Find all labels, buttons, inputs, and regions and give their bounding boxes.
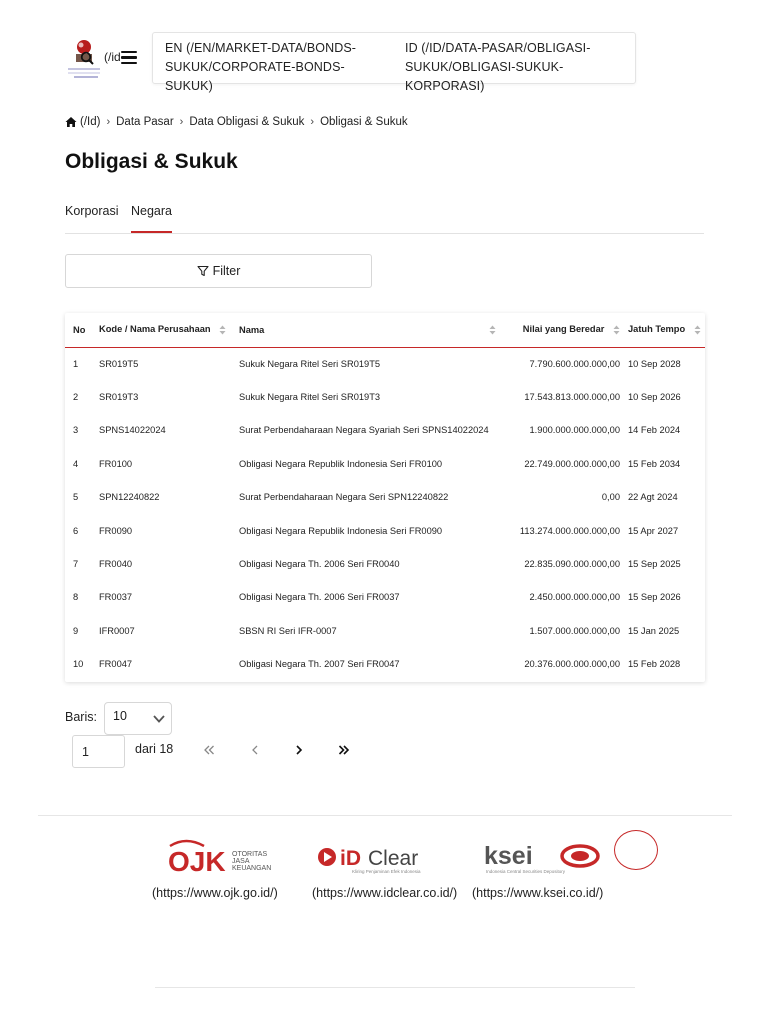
- search-icon[interactable]: [80, 51, 94, 65]
- table-row[interactable]: [65, 447, 705, 480]
- tab-korporasi[interactable]: Korporasi: [65, 204, 119, 218]
- sort-icon[interactable]: [489, 325, 496, 335]
- page-title: Obligasi & Sukuk: [65, 150, 238, 173]
- table-row[interactable]: [65, 614, 705, 647]
- cell-no: 3: [73, 425, 79, 436]
- svg-text:Indonesia Central Securities D: Indonesia Central Securities Depository: [486, 869, 566, 874]
- chevron-right-icon: ›: [106, 116, 111, 128]
- cell-nilai: 1.507.000.000.000,00: [529, 625, 620, 636]
- breadcrumb-item-data-obligasi-sukuk[interactable]: Data Obligasi & Sukuk: [189, 116, 305, 128]
- table-row[interactable]: [65, 380, 705, 413]
- column-header-nama[interactable]: Nama: [239, 313, 504, 347]
- cell-nama: Obligasi Negara Republik Indonesia Seri FR0100: [239, 458, 443, 469]
- cell-no: 9: [73, 625, 79, 636]
- idclear-link[interactable]: (https://www.idclear.co.id/): [312, 886, 458, 900]
- tab-negara[interactable]: Negara: [131, 204, 172, 233]
- svg-text:JASA: JASA: [232, 858, 250, 865]
- cell-jatuh-tempo: 14 Feb 2024: [628, 425, 681, 436]
- column-header-kode[interactable]: Kode / Nama Perusahaan: [99, 313, 239, 347]
- chevron-down-icon: [153, 714, 165, 724]
- column-header-nilai[interactable]: Nilai yang Beredar: [504, 313, 628, 347]
- cell-jatuh-tempo: 22 Agt 2024: [628, 492, 678, 503]
- cell-nilai: 17.543.813.000.000,00: [524, 392, 620, 403]
- cell-jatuh-tempo: 15 Jan 2025: [628, 625, 680, 636]
- table-row[interactable]: [65, 347, 705, 380]
- table-row[interactable]: [65, 648, 705, 681]
- cell-nama: Sukuk Negara Ritel Seri SR019T5: [239, 358, 381, 369]
- page-number-input[interactable]: [72, 735, 125, 768]
- cell-nilai: 1.900.000.000.000,00: [529, 425, 620, 436]
- cell-no: 1: [73, 358, 79, 369]
- cell-no: 6: [73, 525, 79, 536]
- cell-nama: Sukuk Negara Ritel Seri SR019T3: [239, 392, 381, 403]
- cell-no: 5: [73, 492, 79, 503]
- cell-nama: Obligasi Negara Th. 2007 Seri FR0047: [239, 659, 400, 670]
- cell-nilai: 7.790.600.000.000,00: [529, 358, 620, 369]
- rows-per-page-label: Baris:: [65, 710, 97, 724]
- home-link[interactable]: (/id: [104, 50, 121, 64]
- ojk-logo[interactable]: [166, 838, 284, 879]
- ksei-link[interactable]: (https://www.ksei.co.id/): [472, 886, 604, 900]
- cell-kode[interactable]: IFR0007: [99, 625, 135, 636]
- chevron-right-icon: ›: [310, 116, 315, 128]
- language-dropdown: [152, 32, 636, 93]
- table-row[interactable]: [65, 414, 705, 447]
- total-pages-label: dari 18: [135, 742, 174, 756]
- svg-text:KEUANGAN: KEUANGAN: [232, 865, 272, 872]
- cell-jatuh-tempo: 15 Sep 2026: [628, 592, 681, 603]
- column-header-no: No: [65, 313, 99, 347]
- double-chevron-right-icon: [338, 744, 350, 756]
- table-row[interactable]: [65, 581, 705, 614]
- cell-kode[interactable]: FR0100: [99, 458, 133, 469]
- breadcrumb-item-current: Obligasi & Sukuk: [320, 116, 408, 128]
- double-chevron-left-icon: [203, 744, 215, 756]
- cell-no: 4: [73, 458, 79, 469]
- ksei-logo[interactable]: [484, 840, 606, 881]
- cell-nama: Obligasi Negara Republik Indonesia Seri FR0090: [239, 525, 443, 536]
- chevron-left-icon: [249, 744, 261, 756]
- idclear-logo[interactable]: [316, 844, 452, 879]
- tab-bar: [65, 200, 704, 234]
- cell-nama: SBSN RI Seri IFR-0007: [239, 625, 337, 636]
- sort-icon[interactable]: [694, 325, 701, 335]
- cell-kode[interactable]: SR019T5: [99, 358, 139, 369]
- cell-kode[interactable]: FR0037: [99, 592, 133, 603]
- home-icon[interactable]: [65, 116, 77, 128]
- svg-text:iD: iD: [340, 847, 361, 870]
- bonds-table-card: [65, 313, 705, 682]
- chevron-right-icon: ›: [179, 116, 184, 128]
- cell-jatuh-tempo: 15 Feb 2028: [628, 659, 681, 670]
- table-header-row: [65, 313, 705, 347]
- cell-no: 10: [73, 659, 84, 670]
- cell-jatuh-tempo: 15 Feb 2034: [628, 458, 681, 469]
- language-option-id[interactable]: ID (/ID/DATA-PASAR/OBLIGASI-SUKUK/OBLIGASI-SUKUK-KORPORASI): [405, 41, 591, 93]
- cell-nama: Obligasi Negara Th. 2006 Seri FR0040: [239, 559, 400, 570]
- cell-nilai: 22.835.090.000.000,00: [524, 559, 620, 570]
- cell-kode[interactable]: FR0047: [99, 659, 133, 670]
- cell-nilai: 0,00: [601, 492, 620, 503]
- table-row[interactable]: [65, 481, 705, 514]
- cell-no: 8: [73, 592, 79, 603]
- cell-nilai: 22.749.000.000.000,00: [524, 458, 620, 469]
- chevron-right-icon: [293, 744, 305, 756]
- prev-page-button[interactable]: [246, 741, 264, 759]
- cell-nilai: 20.376.000.000.000,00: [524, 659, 620, 670]
- column-header-jatuh-tempo[interactable]: Jatuh Tempo: [628, 313, 705, 347]
- table-row[interactable]: [65, 547, 705, 580]
- svg-text:Clear: Clear: [368, 847, 419, 870]
- cell-kode[interactable]: FR0090: [99, 525, 133, 536]
- filter-icon: [197, 265, 209, 277]
- sort-icon[interactable]: [219, 325, 226, 335]
- rows-per-page-select[interactable]: [104, 702, 172, 735]
- svg-text:ksei: ksei: [484, 842, 533, 870]
- cell-jatuh-tempo: 10 Sep 2028: [628, 358, 681, 369]
- cell-nama: Surat Perbendaharaan Negara Syariah Seri SPNS14022024: [239, 425, 489, 436]
- rows-per-page-value: 10: [113, 709, 127, 723]
- cell-nilai: 113.274.000.000.000,00: [519, 525, 620, 536]
- cell-jatuh-tempo: 10 Sep 2026: [628, 392, 681, 403]
- cell-nama: Surat Perbendaharaan Negara Seri SPN12240822: [239, 492, 449, 503]
- filter-label: Filter: [212, 264, 241, 278]
- cell-kode[interactable]: SPNS14022024: [99, 425, 166, 436]
- filter-button[interactable]: [65, 254, 372, 288]
- cell-kode[interactable]: SR019T3: [99, 392, 139, 403]
- language-option-en[interactable]: EN (/EN/MARKET-DATA/BONDS-SUKUK/CORPORATE-BONDS-SUKUK): [165, 41, 357, 93]
- breadcrumb: [65, 116, 408, 128]
- last-page-button[interactable]: [335, 741, 353, 759]
- hamburger-menu-icon[interactable]: [121, 51, 137, 65]
- cell-kode[interactable]: SPN12240822: [99, 492, 160, 503]
- decorative-circle: [614, 830, 658, 870]
- first-page-button[interactable]: [200, 741, 218, 759]
- cell-nilai: 2.450.000.000.000,00: [529, 592, 620, 603]
- next-page-button[interactable]: [290, 741, 308, 759]
- footer-divider: [38, 815, 732, 816]
- cell-no: 2: [73, 392, 79, 403]
- table-row[interactable]: [65, 514, 705, 547]
- bonds-table: [65, 313, 705, 681]
- svg-text:Kliring Penjaminan Efek Indone: Kliring Penjaminan Efek Indonesia: [352, 869, 421, 874]
- cell-jatuh-tempo: 15 Sep 2025: [628, 559, 681, 570]
- cell-nama: Obligasi Negara Th. 2006 Seri FR0037: [239, 592, 400, 603]
- svg-text:OTORITAS: OTORITAS: [232, 851, 268, 858]
- sort-icon[interactable]: [613, 325, 620, 335]
- ojk-link[interactable]: (https://www.ojk.go.id/): [152, 886, 278, 900]
- footer-divider-bottom: [155, 987, 635, 988]
- cell-kode[interactable]: FR0040: [99, 559, 133, 570]
- cell-jatuh-tempo: 15 Apr 2027: [628, 525, 679, 536]
- breadcrumb-item-data-pasar[interactable]: Data Pasar: [116, 116, 174, 128]
- cell-no: 7: [73, 559, 79, 570]
- svg-text:OJK: OJK: [168, 846, 226, 874]
- breadcrumb-home[interactable]: (/Id): [80, 116, 101, 128]
